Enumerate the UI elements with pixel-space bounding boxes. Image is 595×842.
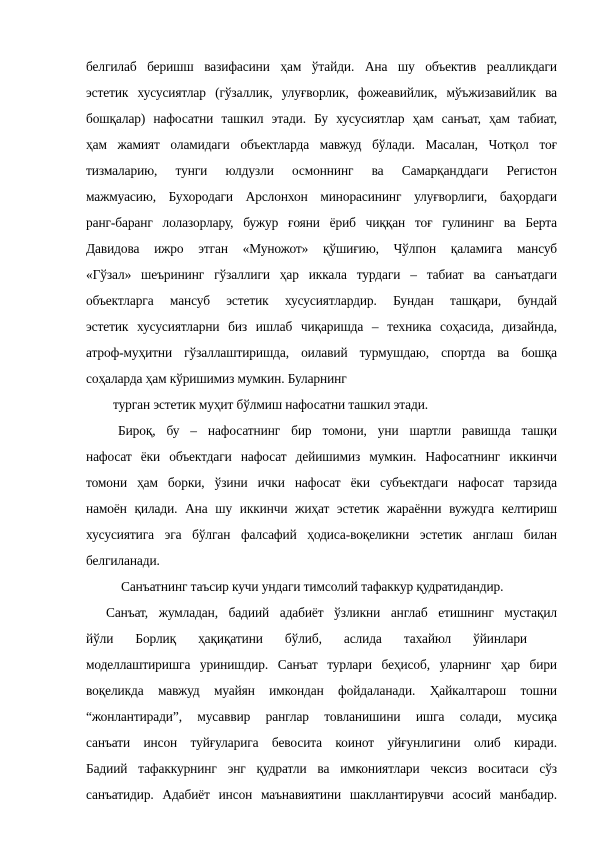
paragraph-line: хусусиятига эга бўлган фалсафий ҳодиса-воқеликни эстетик англаш билан — [86, 527, 557, 542]
paragraph-line: турган эстетик муҳит бўлмиш нафосатни ташкил этади. — [113, 397, 429, 412]
paragraph-line: воқеликда мавжуд муайян имкондан фойдаланади. Ҳайкалтарош тошни — [86, 683, 557, 698]
paragraph-line: эстетик хусусиятлар (гўзаллик, улуғворлик, фожеавийлик, мўъжизавийлик ва — [86, 85, 557, 100]
paragraph-line: санъатидир. Адабиёт инсон маънавиятини шакллантирувчи асосий манбадир. — [86, 787, 557, 802]
paragraph-line: ранг-баранг лолазорлару, бужур ғояни ёриб чиққан тоғ гулининг ва Берта — [86, 215, 557, 230]
paragraph-line: моделлаштиришга уринишдир. Санъат турлари беҳисоб, уларнинг ҳар бири — [86, 657, 557, 672]
paragraph-line: “жонлантиради”, мусаввир ранглар товланишини ишга солади, мусиқа — [86, 709, 557, 724]
paragraph-first-line: Бироқ, бу – нафосатнинг бир томони, уни шартли равишда ташқи — [118, 423, 557, 438]
paragraph-line: атроф-муҳитни гўзаллаштиришда, оилавий турмушдаю, спортда ва бошқа — [86, 345, 557, 360]
paragraph-line: тизмаларию, тунги юлдузли осмоннинг ва Самарқанддаги Регистон — [86, 163, 557, 178]
paragraph-line: объектларга мансуб эстетик хусусиятлардир. Бундан ташқари, бундай — [86, 293, 557, 308]
paragraph-line: намоён қилади. Ана шу иккинчи жиҳат эстетик жараённи вужудга келтириш — [86, 501, 557, 516]
paragraph-line: санъати инсон туйғуларига бевосита коинот уйғунлигини олиб киради. — [86, 735, 557, 750]
paragraph-line: Бадиий тафаккурнинг энг қудратли ва имкониятлари чексиз воситаси сўз — [86, 761, 557, 776]
paragraph-line: бошқалар) нафосатни ташкил этади. Бу хусусиятлар ҳам санъат, ҳам табиат, — [86, 111, 557, 126]
paragraph-line: томони ҳам борки, ўзини ички нафосат ёки субъектдаги нафосат тарзида — [86, 475, 557, 490]
standalone-sentence: Санъатнинг таъсир кучи ундаги тимсолий тафаккур қудратидандир. — [121, 579, 504, 594]
paragraph-line: белгиланади. — [86, 553, 160, 568]
paragraph-line: йўли Борлиқ ҳақиқатини бўлиб, аслида тахайюл ўйинлари — [86, 631, 527, 646]
paragraph-line: эстетик хусусиятларни биз ишлаб чиқаришда – техника соҳасида, дизайнда, — [86, 319, 557, 334]
paragraph-line: белгилаб беришш вазифасини ҳам ўтайди. Ана шу объектив реалликдаги — [86, 59, 557, 74]
paragraph-line: соҳаларда ҳам кўришимиз мумкин. Буларнинг — [86, 371, 347, 386]
paragraph-line: ҳам жамият оламидаги объектларда мавжуд бўлади. Масалан, Чотқол тоғ — [86, 137, 557, 152]
paragraph-line: мажмуасию, Бухородаги Арслонхон минорасининг улуғворлиги, баҳордаги — [86, 189, 557, 204]
paragraph-line: Давидова ижро этган «Муножот» қўшиғию, Чўлпон қаламига мансуб — [86, 241, 557, 256]
paragraph-line: нафосат ёки объектдаги нафосат дейишимиз мумкин. Нафосатнинг иккинчи — [86, 449, 557, 464]
paragraph-line: «Гўзал» шеърининг гўзаллиги ҳар иккала турдаги – табиат ва санъатдаги — [86, 267, 557, 282]
paragraph-first-line: Санъат, жумладан, бадиий адабиёт ўзликни англаб етишнинг мустақил — [106, 605, 557, 620]
